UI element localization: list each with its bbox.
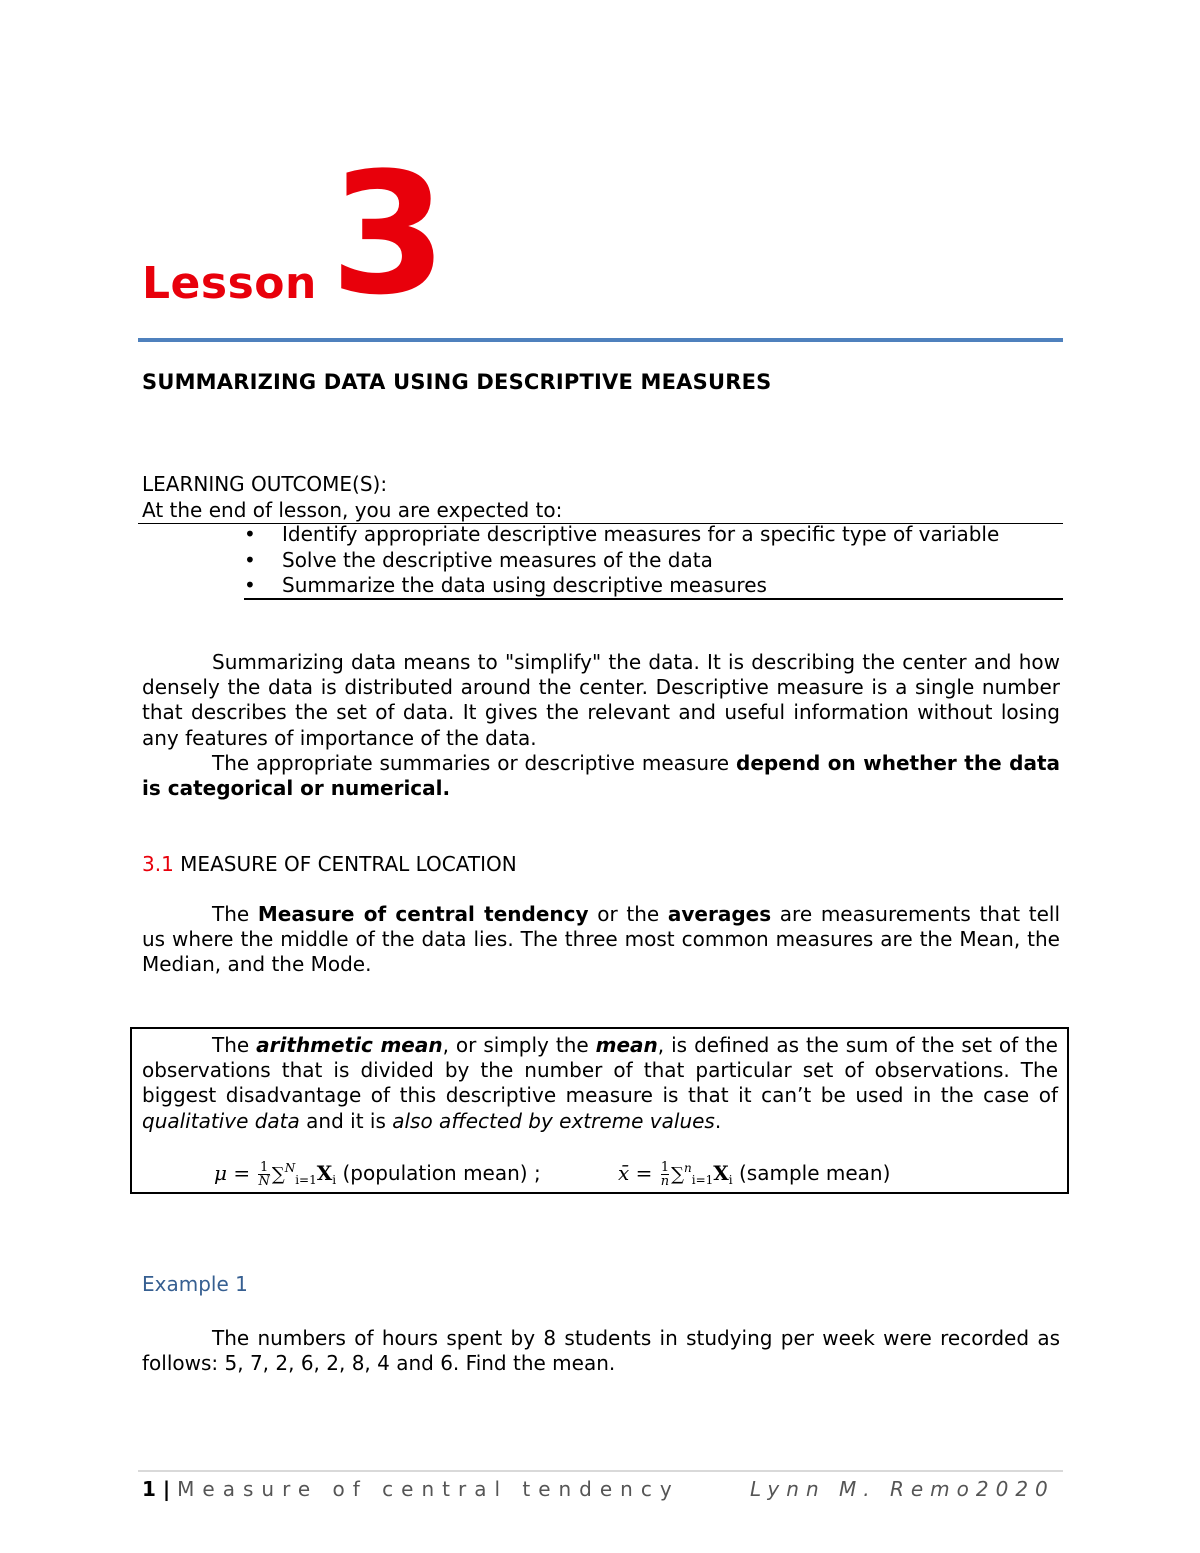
page-number: 1	[142, 1477, 156, 1501]
section-number: 3.1	[142, 852, 174, 876]
footer-left	[142, 1477, 680, 1501]
denominator: n	[660, 1174, 670, 1189]
numerator: 1	[260, 1160, 269, 1175]
lesson-number: 3	[330, 136, 447, 332]
term-central-tendency: Measure of central tendency	[257, 902, 589, 926]
fraction	[661, 1161, 669, 1188]
example-text: The numbers of hours spent by 8 students in studying per week were recorded as follows: 5, 7, 2, 6, 2, 8, 4 and 6. Find the mean.	[142, 1326, 1060, 1376]
footer-subject: Measure of central tendency	[177, 1477, 680, 1501]
numerator: 1	[660, 1160, 670, 1175]
sample-mean-formula	[618, 1161, 890, 1188]
term-extreme-values: also affected by extreme values	[392, 1108, 715, 1133]
outcome-text: Solve the descriptive measures of the data	[282, 547, 713, 572]
equals-sign: =	[629, 1161, 653, 1185]
def-text: , or simply the	[442, 1033, 596, 1057]
intro-paragraph	[142, 650, 1060, 801]
def-text: , is defined as the sum of the set of the observations that is divided by the number of that particular set of observations. The biggest disadvantage of this descriptive measure is that it can’t be used in the case of	[142, 1033, 1058, 1108]
definition-text	[142, 1033, 1058, 1134]
denominator: N	[258, 1174, 270, 1189]
list-item	[244, 573, 1062, 599]
title-divider	[138, 338, 1063, 342]
fraction	[258, 1161, 269, 1188]
section-title: MEASURE OF CENTRAL LOCATION	[173, 852, 517, 876]
upper-limit: N	[284, 1161, 296, 1175]
variable: X	[316, 1161, 333, 1185]
lower-limit: i=1	[295, 1173, 317, 1187]
footer-separator: |	[155, 1477, 178, 1501]
term-averages: averages	[667, 902, 772, 926]
list-item	[244, 548, 1062, 574]
variable: X	[713, 1161, 729, 1185]
example-paragraph	[142, 1326, 1060, 1376]
outcome-text: Summarize the data using descriptive measures	[282, 573, 767, 597]
section-heading	[142, 852, 517, 876]
outcomes-bottom-rule	[244, 598, 1063, 600]
lower-limit: i=1	[691, 1173, 714, 1187]
term-arithmetic-mean: arithmetic mean	[256, 1033, 443, 1057]
upper-limit: n	[684, 1161, 692, 1175]
learning-outcomes-intro: At the end of lesson, you are expected to:	[142, 498, 563, 522]
formula-label: (population mean) ;	[336, 1161, 541, 1185]
variable-subscript: i	[728, 1173, 733, 1187]
xbar-symbol: x̄	[618, 1161, 630, 1185]
intro-text-2: The appropriate summaries or descriptive measure	[212, 750, 736, 775]
mu-symbol: μ	[214, 1161, 227, 1185]
intro-emphasis: depend on whether the data is categorical or numerical.	[142, 750, 1060, 801]
term-qualitative: qualitative data	[142, 1108, 300, 1133]
variable-subscript: i	[332, 1173, 337, 1187]
lesson-label: Lesson	[142, 258, 317, 309]
term-mean: mean	[595, 1033, 658, 1057]
example-heading: Example 1	[142, 1272, 248, 1296]
intro-text: Summarizing data means to "simplify" the data. It is describing the center and how densely the data is distributed around the center. Descriptive measure is a single number that describes the set of data. It gives the relevant and useful information without losing any features of importance of the data.	[142, 650, 1060, 750]
definition-box	[130, 1027, 1069, 1194]
section-text: are measurements that tell us where the middle of the data lies. The three most common measures are the Mean, the Median, and the Mode.	[142, 902, 1060, 977]
outcomes-list	[244, 522, 1062, 599]
bullet-icon: •	[244, 547, 256, 572]
sigma-icon: ∑	[271, 1164, 285, 1185]
population-mean-formula	[214, 1161, 541, 1188]
learning-outcomes-heading: LEARNING OUTCOME(S):	[142, 472, 388, 496]
formula-label: (sample mean)	[732, 1161, 891, 1185]
page-title: SUMMARIZING DATA USING DESCRIPTIVE MEASURES	[142, 370, 772, 394]
def-text: The	[212, 1033, 257, 1057]
section-paragraph	[142, 902, 1060, 978]
section-text: The	[212, 902, 258, 926]
def-text: .	[714, 1108, 722, 1133]
def-text: and it is	[299, 1108, 393, 1133]
footer-author: Lynn M. Remo2020	[750, 1477, 1055, 1501]
section-text: or the	[588, 902, 668, 926]
footer-divider	[138, 1470, 1063, 1472]
sigma-icon: ∑	[671, 1164, 684, 1185]
outcome-text: Identify appropriate descriptive measures for a specific type of variable	[282, 522, 1000, 546]
list-item	[244, 522, 1062, 548]
bullet-icon: •	[244, 522, 256, 546]
bullet-icon: •	[244, 573, 256, 597]
equals-sign: =	[227, 1161, 251, 1185]
